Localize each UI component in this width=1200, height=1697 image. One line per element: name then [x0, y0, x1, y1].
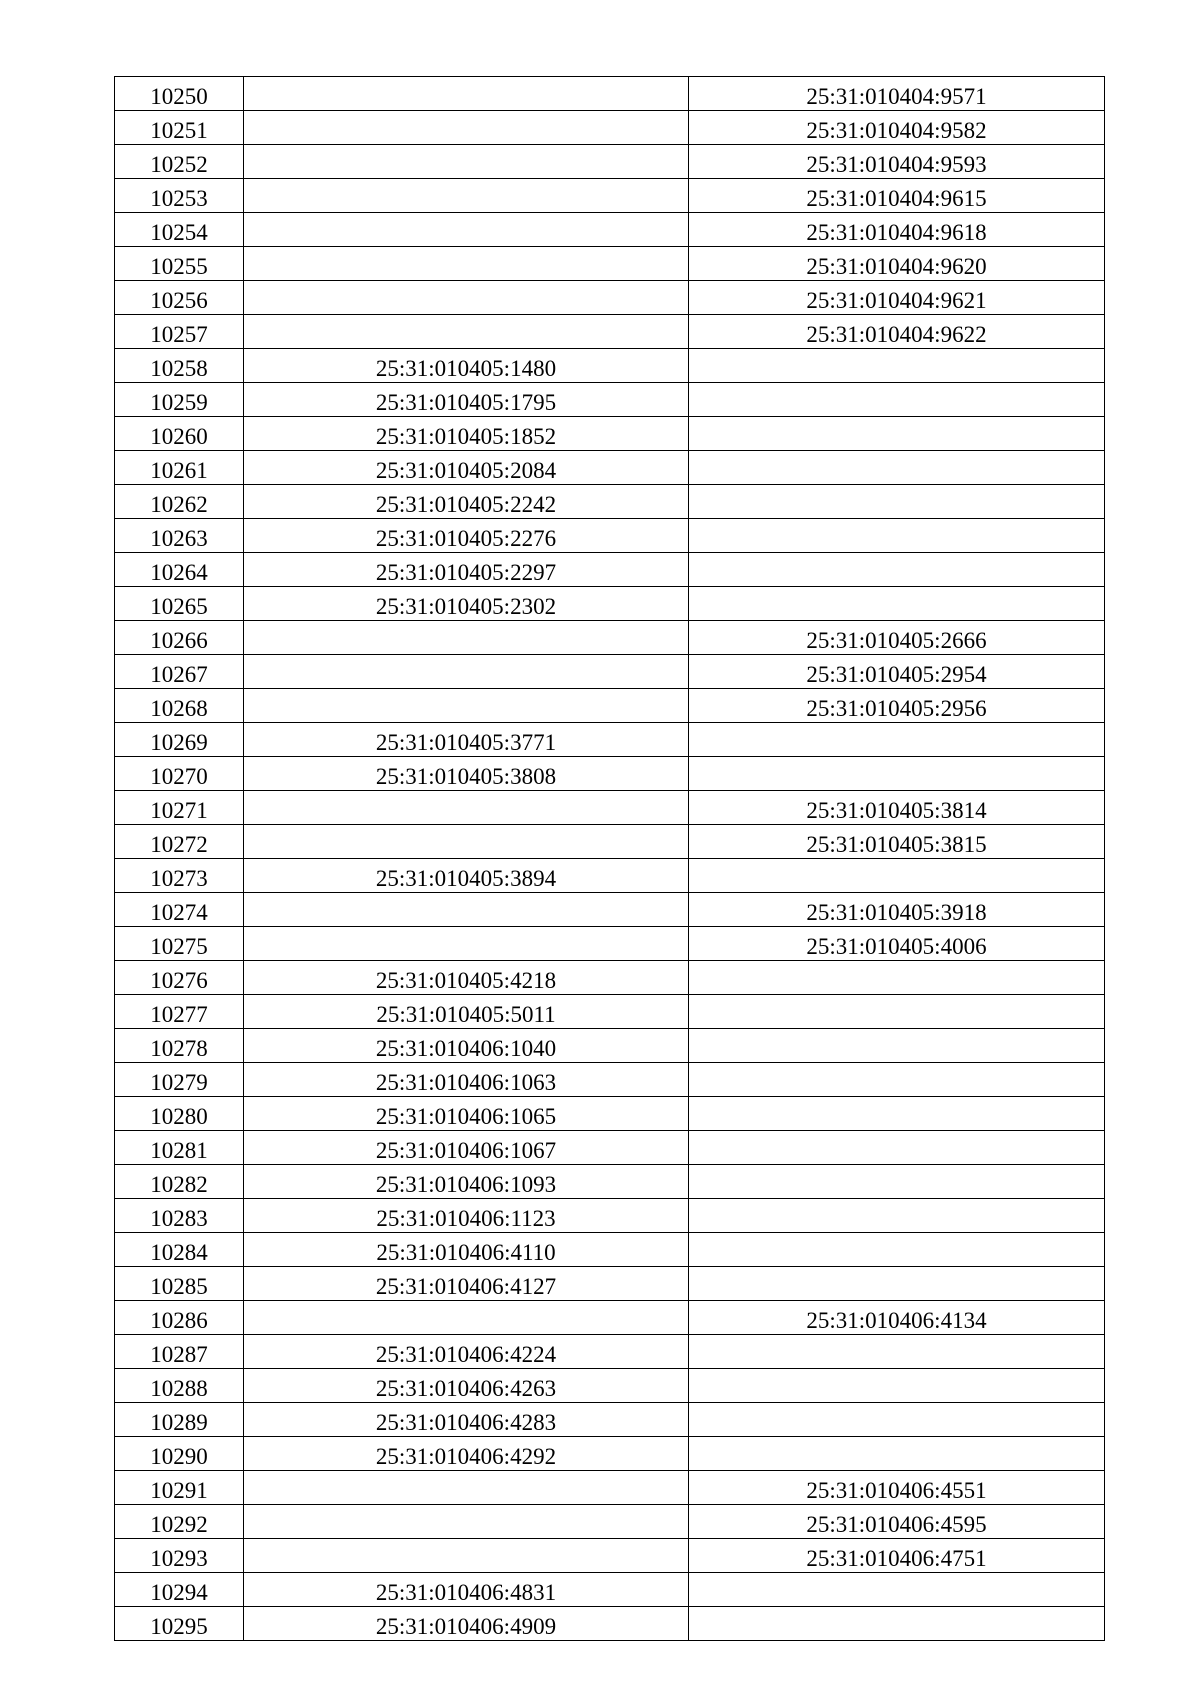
cadastral-number-cell-a-text: 25:31:010406:1065	[375, 1104, 557, 1129]
row-number-cell	[115, 247, 244, 281]
row-number-cell-text: 10294	[150, 1580, 208, 1605]
cadastral-number-cell-a	[244, 1437, 689, 1471]
cadastral-number-cell-b	[689, 1403, 1105, 1437]
cadastral-number-cell-a	[244, 587, 689, 621]
cadastral-number-cell-a	[244, 621, 689, 655]
cadastral-number-cell-b-text: 25:31:010404:9622	[806, 322, 987, 347]
cadastral-number-cell-b	[689, 1471, 1105, 1505]
cadastral-number-cell-a-text: 25:31:010406:4283	[375, 1410, 557, 1435]
cadastral-number-cell-b-text: 25:31:010405:2956	[806, 696, 987, 721]
table-row	[115, 1063, 1105, 1097]
row-number-cell	[115, 757, 244, 791]
row-number-cell-text: 10260	[150, 424, 208, 449]
cadastral-number-cell-a-text: 25:31:010405:4218	[375, 968, 557, 993]
row-number-cell-text: 10288	[150, 1376, 208, 1401]
cadastral-number-cell-a	[244, 247, 689, 281]
cadastral-number-cell-b	[689, 587, 1105, 621]
row-number-cell	[115, 689, 244, 723]
cadastral-number-cell-b-text: 25:31:010404:9618	[806, 220, 987, 245]
table-row	[115, 1471, 1105, 1505]
cadastral-number-cell-b	[689, 1539, 1105, 1573]
row-number-cell-text: 10252	[150, 152, 208, 177]
table-row	[115, 485, 1105, 519]
cadastral-number-cell-a	[244, 417, 689, 451]
row-number-cell	[115, 723, 244, 757]
cadastral-number-cell-a-text: 25:31:010406:1063	[375, 1070, 557, 1095]
row-number-cell-text: 10278	[150, 1036, 208, 1061]
row-number-cell	[115, 961, 244, 995]
row-number-cell	[115, 1097, 244, 1131]
table-row	[115, 757, 1105, 791]
cadastral-number-cell-b	[689, 757, 1105, 791]
row-number-cell	[115, 145, 244, 179]
cadastral-number-cell-b-text: 25:31:010405:2666	[806, 628, 987, 653]
row-number-cell-text: 10255	[150, 254, 208, 279]
row-number-cell-text: 10266	[150, 628, 208, 653]
cadastral-number-cell-a	[244, 1539, 689, 1573]
cadastral-number-cell-b	[689, 689, 1105, 723]
cadastral-number-cell-a	[244, 1573, 689, 1607]
cadastral-number-cell-a	[244, 1063, 689, 1097]
cadastral-number-cell-a	[244, 961, 689, 995]
cadastral-number-cell-a	[244, 451, 689, 485]
row-number-cell	[115, 315, 244, 349]
cadastral-number-cell-a	[244, 757, 689, 791]
cadastral-number-cell-a-text: 25:31:010405:2302	[375, 594, 557, 619]
row-number-cell	[115, 213, 244, 247]
cadastral-number-cell-a	[244, 825, 689, 859]
row-number-cell-text: 10264	[150, 560, 208, 585]
cadastral-number-cell-a	[244, 553, 689, 587]
table-row	[115, 689, 1105, 723]
table-row	[115, 247, 1105, 281]
cadastral-number-cell-a	[244, 383, 689, 417]
row-number-cell-text: 10270	[150, 764, 208, 789]
cadastral-number-cell-a	[244, 179, 689, 213]
table-row	[115, 417, 1105, 451]
cadastral-number-cell-a-text: 25:31:010405:1795	[375, 390, 557, 415]
table-row	[115, 1301, 1105, 1335]
row-number-cell-text: 10273	[150, 866, 208, 891]
cadastral-number-cell-b	[689, 485, 1105, 519]
cadastral-number-cell-b	[689, 655, 1105, 689]
cadastral-number-cell-a	[244, 1029, 689, 1063]
cadastral-number-cell-b	[689, 927, 1105, 961]
cadastral-number-cell-a	[244, 315, 689, 349]
cadastral-number-cell-a	[244, 519, 689, 553]
cadastral-number-cell-b-text: 25:31:010406:4551	[806, 1478, 987, 1503]
row-number-cell	[115, 621, 244, 655]
row-number-cell-text: 10263	[150, 526, 208, 551]
row-number-cell	[115, 1369, 244, 1403]
cadastral-number-cell-a-text: 25:31:010405:1480	[375, 356, 557, 381]
cadastral-number-cell-a	[244, 111, 689, 145]
row-number-cell-text: 10284	[150, 1240, 208, 1265]
cadastral-number-cell-b	[689, 995, 1105, 1029]
table-row	[115, 723, 1105, 757]
row-number-cell	[115, 1471, 244, 1505]
row-number-cell-text: 10295	[150, 1614, 208, 1639]
table-row	[115, 349, 1105, 383]
row-number-cell-text: 10282	[150, 1172, 208, 1197]
row-number-cell	[115, 927, 244, 961]
row-number-cell-text: 10262	[150, 492, 208, 517]
cadastral-number-cell-b	[689, 553, 1105, 587]
cadastral-number-cell-b-text: 25:31:010404:9582	[806, 118, 987, 143]
table-row	[115, 145, 1105, 179]
table-row	[115, 77, 1105, 111]
cadastral-number-cell-b	[689, 213, 1105, 247]
cadastral-number-cell-b	[689, 1131, 1105, 1165]
row-number-cell-text: 10258	[150, 356, 208, 381]
row-number-cell	[115, 1199, 244, 1233]
cadastral-number-cell-b	[689, 1097, 1105, 1131]
table-row	[115, 1029, 1105, 1063]
row-number-cell	[115, 111, 244, 145]
cadastral-number-cell-b	[689, 451, 1105, 485]
cadastral-number-cell-b-text: 25:31:010405:4006	[806, 934, 987, 959]
row-number-cell	[115, 1437, 244, 1471]
row-number-cell-text: 10285	[150, 1274, 208, 1299]
cadastral-number-cell-b	[689, 247, 1105, 281]
row-number-cell	[115, 1029, 244, 1063]
cadastral-number-cell-a-text: 25:31:010405:2084	[375, 458, 557, 483]
row-number-cell-text: 10265	[150, 594, 208, 619]
row-number-cell	[115, 1267, 244, 1301]
table-row	[115, 1403, 1105, 1437]
row-number-cell	[115, 1301, 244, 1335]
cadastral-number-cell-b	[689, 723, 1105, 757]
table-row	[115, 1505, 1105, 1539]
row-number-cell	[115, 417, 244, 451]
cadastral-number-cell-b	[689, 145, 1105, 179]
row-number-cell-text: 10261	[150, 458, 208, 483]
cadastral-number-cell-a	[244, 1403, 689, 1437]
cadastral-number-cell-b-text: 25:31:010406:4595	[806, 1512, 987, 1537]
cadastral-number-cell-a	[244, 1097, 689, 1131]
row-number-cell-text: 10274	[150, 900, 208, 925]
cadastral-number-cell-b	[689, 281, 1105, 315]
table-row	[115, 1437, 1105, 1471]
cadastral-number-cell-a	[244, 485, 689, 519]
cadastral-number-cell-b	[689, 1437, 1105, 1471]
cadastral-number-cell-b-text: 25:31:010404:9571	[806, 84, 987, 109]
cadastral-number-cell-a-text: 25:31:010406:4909	[375, 1614, 557, 1639]
cadastral-number-cell-b	[689, 1505, 1105, 1539]
cadastral-number-cell-a	[244, 791, 689, 825]
row-number-cell-text: 10283	[150, 1206, 208, 1231]
cadastral-number-cell-b	[689, 1573, 1105, 1607]
cadastral-number-cell-b	[689, 961, 1105, 995]
table-row	[115, 1097, 1105, 1131]
cadastral-number-cell-b-text: 25:31:010404:9615	[806, 186, 987, 211]
table-row	[115, 1335, 1105, 1369]
row-number-cell	[115, 451, 244, 485]
table-row	[115, 1199, 1105, 1233]
table-row	[115, 1573, 1105, 1607]
cadastral-number-cell-b	[689, 621, 1105, 655]
cadastral-number-cell-b-text: 25:31:010405:3814	[806, 798, 987, 823]
cadastral-number-cell-a	[244, 893, 689, 927]
cadastral-number-cell-a	[244, 1369, 689, 1403]
row-number-cell	[115, 349, 244, 383]
row-number-cell	[115, 281, 244, 315]
cadastral-number-cell-b-text: 25:31:010404:9621	[806, 288, 987, 313]
row-number-cell	[115, 383, 244, 417]
cadastral-number-cell-a	[244, 349, 689, 383]
row-number-cell	[115, 485, 244, 519]
cadastral-number-cell-a	[244, 1505, 689, 1539]
cadastral-number-cell-b	[689, 179, 1105, 213]
row-number-cell	[115, 1607, 244, 1641]
cadastral-number-cell-a-text: 25:31:010405:3894	[375, 866, 557, 891]
cadastral-number-cell-a	[244, 1301, 689, 1335]
row-number-cell	[115, 825, 244, 859]
cadastral-number-cell-a	[244, 723, 689, 757]
cadastral-number-cell-a-text: 25:31:010405:5011	[376, 1002, 556, 1027]
row-number-cell-text: 10257	[150, 322, 208, 347]
cadastral-number-cell-b-text: 25:31:010405:3815	[806, 832, 987, 857]
row-number-cell-text: 10286	[150, 1308, 208, 1333]
row-number-cell	[115, 995, 244, 1029]
table-row	[115, 791, 1105, 825]
cadastral-number-cell-b	[689, 1369, 1105, 1403]
row-number-cell	[115, 893, 244, 927]
row-number-cell	[115, 553, 244, 587]
cadastral-number-cell-b	[689, 1267, 1105, 1301]
cadastral-number-cell-a	[244, 1165, 689, 1199]
cadastral-number-table	[114, 76, 1105, 1641]
cadastral-number-cell-b	[689, 77, 1105, 111]
cadastral-number-cell-b-text: 25:31:010405:3918	[806, 900, 987, 925]
cadastral-number-cell-a-text: 25:31:010406:1123	[376, 1206, 556, 1231]
cadastral-number-cell-a-text: 25:31:010405:2297	[375, 560, 557, 585]
row-number-cell-text: 10254	[150, 220, 208, 245]
cadastral-number-cell-a	[244, 1607, 689, 1641]
row-number-cell-text: 10290	[150, 1444, 208, 1469]
row-number-cell-text: 10289	[150, 1410, 208, 1435]
cadastral-number-cell-b-text: 25:31:010406:4751	[806, 1546, 987, 1571]
table-row	[115, 1267, 1105, 1301]
cadastral-number-cell-b	[689, 1029, 1105, 1063]
row-number-cell	[115, 1165, 244, 1199]
cadastral-number-cell-a	[244, 859, 689, 893]
cadastral-number-cell-b	[689, 1063, 1105, 1097]
cadastral-number-cell-a-text: 25:31:010406:1067	[375, 1138, 557, 1163]
cadastral-number-cell-a-text: 25:31:010406:1093	[375, 1172, 557, 1197]
cadastral-number-cell-b	[689, 315, 1105, 349]
row-number-cell-text: 10269	[150, 730, 208, 755]
cadastral-number-cell-a	[244, 927, 689, 961]
cadastral-number-cell-a	[244, 995, 689, 1029]
table-row	[115, 281, 1105, 315]
row-number-cell	[115, 1063, 244, 1097]
table-row	[115, 1369, 1105, 1403]
row-number-cell-text: 10280	[150, 1104, 208, 1129]
cadastral-number-cell-a-text: 25:31:010406:4224	[375, 1342, 557, 1367]
row-number-cell-text: 10279	[150, 1070, 208, 1095]
table-row	[115, 621, 1105, 655]
row-number-cell	[115, 1403, 244, 1437]
cadastral-number-cell-b	[689, 1233, 1105, 1267]
cadastral-number-cell-a	[244, 689, 689, 723]
cadastral-number-cell-a-text: 25:31:010406:4110	[376, 1240, 556, 1265]
cadastral-number-cell-b-text: 25:31:010404:9593	[806, 152, 987, 177]
cadastral-number-cell-b	[689, 1607, 1105, 1641]
cadastral-number-cell-b	[689, 1199, 1105, 1233]
row-number-cell	[115, 587, 244, 621]
table-row	[115, 553, 1105, 587]
row-number-cell-text: 10293	[150, 1546, 208, 1571]
row-number-cell-text: 10267	[150, 662, 208, 687]
cadastral-number-cell-a	[244, 1233, 689, 1267]
table-row	[115, 995, 1105, 1029]
table-row	[115, 893, 1105, 927]
table-row	[115, 179, 1105, 213]
cadastral-number-cell-a	[244, 1335, 689, 1369]
row-number-cell	[115, 655, 244, 689]
row-number-cell	[115, 1131, 244, 1165]
cadastral-number-cell-b	[689, 791, 1105, 825]
cadastral-number-cell-b	[689, 825, 1105, 859]
cadastral-number-cell-a	[244, 1267, 689, 1301]
row-number-cell	[115, 859, 244, 893]
table-row	[115, 825, 1105, 859]
row-number-cell-text: 10272	[150, 832, 208, 857]
table-row	[115, 1539, 1105, 1573]
row-number-cell	[115, 1233, 244, 1267]
cadastral-number-cell-b	[689, 1165, 1105, 1199]
cadastral-number-cell-b-text: 25:31:010405:2954	[806, 662, 987, 687]
cadastral-number-cell-a	[244, 1471, 689, 1505]
row-number-cell	[115, 1539, 244, 1573]
row-number-cell	[115, 179, 244, 213]
table-row	[115, 961, 1105, 995]
row-number-cell-text: 10276	[150, 968, 208, 993]
cadastral-number-cell-a	[244, 281, 689, 315]
table-row	[115, 1233, 1105, 1267]
cadastral-number-cell-a-text: 25:31:010405:2242	[375, 492, 557, 517]
cadastral-number-cell-b-text: 25:31:010404:9620	[806, 254, 987, 279]
row-number-cell	[115, 1505, 244, 1539]
table-row	[115, 1607, 1105, 1641]
row-number-cell	[115, 519, 244, 553]
cadastral-number-cell-b	[689, 111, 1105, 145]
table-row	[115, 927, 1105, 961]
cadastral-number-cell-a-text: 25:31:010405:2276	[375, 526, 557, 551]
cadastral-number-cell-a-text: 25:31:010406:4127	[375, 1274, 557, 1299]
table-row	[115, 213, 1105, 247]
row-number-cell-text: 10292	[150, 1512, 208, 1537]
row-number-cell-text: 10250	[150, 84, 208, 109]
cadastral-number-cell-a-text: 25:31:010405:1852	[375, 424, 557, 449]
row-number-cell-text: 10281	[150, 1138, 208, 1163]
row-number-cell-text: 10287	[150, 1342, 208, 1367]
cadastral-number-cell-a-text: 25:31:010406:4831	[375, 1580, 557, 1605]
cadastral-number-cell-a	[244, 213, 689, 247]
row-number-cell-text: 10251	[150, 118, 208, 143]
cadastral-number-cell-b	[689, 859, 1105, 893]
cadastral-number-cell-b	[689, 519, 1105, 553]
cadastral-number-cell-b	[689, 893, 1105, 927]
row-number-cell-text: 10259	[150, 390, 208, 415]
table-row	[115, 1165, 1105, 1199]
table-row	[115, 1131, 1105, 1165]
row-number-cell	[115, 791, 244, 825]
cadastral-number-cell-b	[689, 383, 1105, 417]
table-row	[115, 859, 1105, 893]
table-row	[115, 655, 1105, 689]
row-number-cell-text: 10291	[150, 1478, 208, 1503]
table-row	[115, 587, 1105, 621]
row-number-cell-text: 10277	[150, 1002, 208, 1027]
row-number-cell	[115, 1335, 244, 1369]
cadastral-number-cell-b	[689, 349, 1105, 383]
cadastral-number-cell-a-text: 25:31:010406:4292	[375, 1444, 557, 1469]
cadastral-number-cell-a-text: 25:31:010406:1040	[375, 1036, 557, 1061]
cadastral-number-cell-a	[244, 145, 689, 179]
table-row	[115, 315, 1105, 349]
row-number-cell-text: 10271	[150, 798, 208, 823]
row-number-cell-text: 10268	[150, 696, 208, 721]
cadastral-number-cell-b	[689, 1335, 1105, 1369]
table-row	[115, 519, 1105, 553]
table-row	[115, 383, 1105, 417]
cadastral-number-cell-a	[244, 1131, 689, 1165]
cadastral-number-cell-b	[689, 1301, 1105, 1335]
table-row	[115, 111, 1105, 145]
cadastral-number-cell-a	[244, 655, 689, 689]
cadastral-number-cell-a-text: 25:31:010406:4263	[375, 1376, 557, 1401]
cadastral-number-cell-b	[689, 417, 1105, 451]
table-row	[115, 451, 1105, 485]
cadastral-number-cell-b-text: 25:31:010406:4134	[806, 1308, 987, 1333]
cadastral-number-cell-a	[244, 77, 689, 111]
cadastral-number-cell-a	[244, 1199, 689, 1233]
row-number-cell	[115, 1573, 244, 1607]
row-number-cell-text: 10275	[150, 934, 208, 959]
cadastral-number-cell-a-text: 25:31:010405:3808	[375, 764, 557, 789]
cadastral-number-cell-a-text: 25:31:010405:3771	[375, 730, 557, 755]
table-body	[115, 77, 1105, 1641]
row-number-cell-text: 10256	[150, 288, 208, 313]
row-number-cell	[115, 77, 244, 111]
row-number-cell-text: 10253	[150, 186, 208, 211]
